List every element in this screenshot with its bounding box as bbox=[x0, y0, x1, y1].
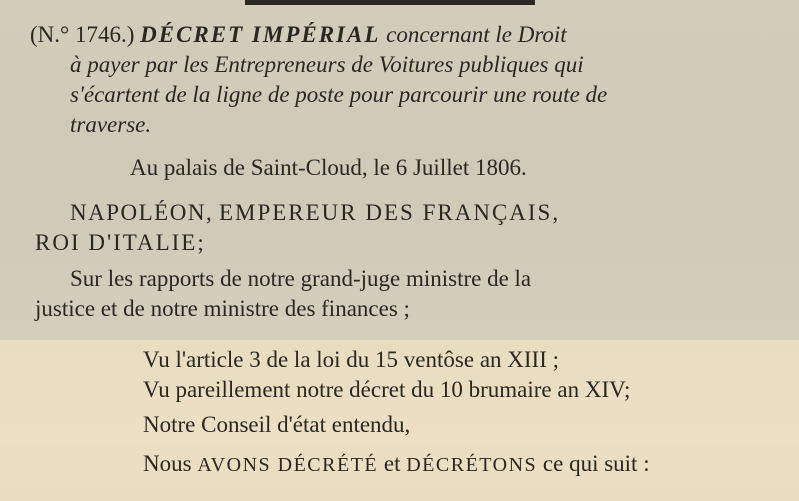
dateline: Au palais de Saint-Cloud, le 6 Juillet 1806. bbox=[130, 155, 527, 180]
emperor-name: NAPOLÉON, bbox=[70, 200, 214, 225]
decree-number: (N.° 1746.) bbox=[30, 22, 135, 47]
decree-formula bbox=[143, 451, 650, 478]
decree-formula-suffix: ce qui suit : bbox=[542, 451, 650, 476]
consideration-1: Vu l'article 3 de la loi du 15 ventôse an XIII ; bbox=[143, 347, 559, 372]
decree-formula-decretons: DÉCRÉTONS bbox=[406, 454, 538, 476]
decree-formula-et: et bbox=[383, 451, 401, 476]
preamble-line-1: Sur les rapports de notre grand-juge ministre de la bbox=[70, 266, 532, 291]
emperor-title-1: EMPEREUR DES FRANÇAIS, bbox=[218, 200, 561, 225]
decree-heading-line-2: à payer par les Entrepreneurs de Voitures publiques qui bbox=[70, 52, 584, 77]
decree-heading-line-4: traverse. bbox=[70, 112, 152, 137]
decree-title: DÉCRET IMPÉRIAL bbox=[140, 22, 381, 47]
decree-heading-line-1 bbox=[30, 22, 567, 48]
decree-heading-line-3: s'écartent de la ligne de poste pour parcourir une route de bbox=[70, 82, 608, 107]
emperor-line-1 bbox=[70, 200, 560, 226]
decree-formula-prefix: Nous bbox=[143, 451, 192, 476]
preamble-line-2: justice et de notre ministre des finances ; bbox=[35, 296, 410, 321]
emperor-title-2: ROI D'ITALIE; bbox=[35, 230, 206, 255]
decree-title-continuation: concernant le Droit bbox=[386, 22, 567, 47]
consideration-2: Vu pareillement notre décret du 10 brumaire an XIV; bbox=[143, 377, 631, 402]
top-rule bbox=[245, 0, 535, 5]
decree-formula-avons: AVONS DÉCRÉTÉ bbox=[197, 454, 379, 476]
consideration-3: Notre Conseil d'état entendu, bbox=[143, 412, 411, 437]
